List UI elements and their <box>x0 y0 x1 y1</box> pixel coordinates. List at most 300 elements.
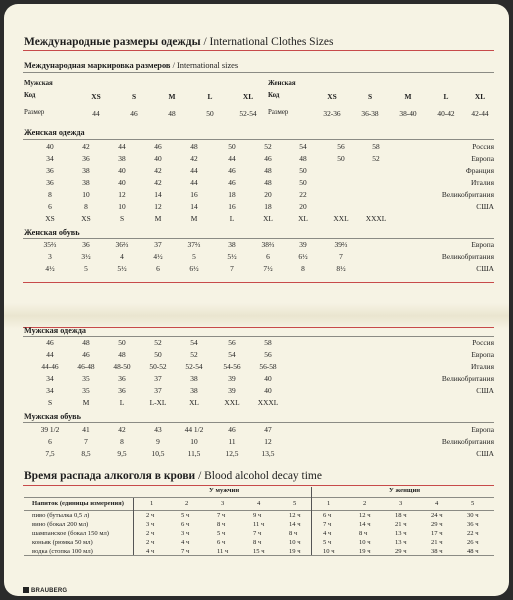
cell: 12,5 <box>225 449 239 458</box>
drink-header: Напиток (единицы измерения) <box>32 500 124 507</box>
cell: 42-44 <box>471 109 489 118</box>
cell: 39 1/2 <box>40 425 60 434</box>
cell: 38 <box>190 386 198 395</box>
cell: 8½ <box>336 264 346 273</box>
cell: 7 <box>230 264 234 273</box>
cell: 12 <box>118 190 126 199</box>
cell: 6 <box>48 202 52 211</box>
alcohol-bottom-rule <box>24 555 494 556</box>
male-label: Мужская <box>24 80 53 87</box>
country-label: Великобритания <box>441 190 494 199</box>
cell: 48 <box>264 166 272 175</box>
cell: 42 <box>154 166 162 175</box>
cell: 54 <box>228 350 236 359</box>
cell: 6 <box>156 264 160 273</box>
cell: 34 <box>46 386 54 395</box>
cell: 40 <box>46 142 54 151</box>
cell: 8,5 <box>81 449 91 458</box>
country-label: Европа <box>471 240 494 249</box>
cell: 56 <box>228 338 236 347</box>
cell: M <box>404 92 412 101</box>
cell: 14 <box>190 202 198 211</box>
cell: XL <box>298 214 308 223</box>
country-label: Великобритания <box>441 437 494 446</box>
cell: 52 <box>190 350 198 359</box>
cell: L <box>443 92 449 101</box>
cell: M <box>168 92 176 101</box>
cell: 6 <box>266 252 270 261</box>
cell: 38-40 <box>399 109 417 118</box>
decay-time: 11 ч <box>253 521 265 528</box>
cell: 38 <box>190 374 198 383</box>
decay-time: 8 ч <box>253 539 262 546</box>
cell: 41 <box>82 425 90 434</box>
cell: 48 <box>168 109 176 118</box>
drink-name: коньяк (рюмка 50 мл) <box>32 539 93 546</box>
cell: 44 <box>228 154 236 163</box>
cell: 40-42 <box>437 109 455 118</box>
cell: 48-50 <box>113 362 131 371</box>
cell: 44 1/2 <box>184 425 204 434</box>
cell: 7 <box>84 437 88 446</box>
decay-time: 7 ч <box>323 521 332 528</box>
women-shoes-title: Женская обувь <box>24 228 80 237</box>
decay-time: 29 ч <box>431 521 443 528</box>
bottom-rule-1 <box>23 282 494 283</box>
country-label: США <box>476 386 494 395</box>
cell: 7,5 <box>45 449 55 458</box>
female-size-label: Размер <box>268 109 289 116</box>
column-number: 5 <box>471 500 475 507</box>
cell: 18 <box>228 190 236 199</box>
cell: 44 <box>46 350 54 359</box>
cell: 47 <box>264 425 272 434</box>
cell: 44 <box>118 142 126 151</box>
cell: 40 <box>264 374 272 383</box>
decay-time: 4 ч <box>146 548 155 555</box>
cell: 8 <box>48 190 52 199</box>
cell: 9,5 <box>117 449 127 458</box>
cell: 7 <box>339 252 343 261</box>
cell: 12 <box>154 202 162 211</box>
cell: 10,5 <box>151 449 165 458</box>
cell: XS <box>327 92 337 101</box>
female-code-label: Код <box>268 92 280 99</box>
table-row <box>4 449 509 460</box>
cell: 10 <box>82 190 90 199</box>
cell: 36 <box>82 154 90 163</box>
country-label: Россия <box>472 338 494 347</box>
cell: 48 <box>264 178 272 187</box>
country-label: США <box>476 449 494 458</box>
cell: 42 <box>118 425 126 434</box>
decay-time: 48 ч <box>467 548 479 555</box>
cell: 38 <box>118 154 126 163</box>
table-row <box>4 214 509 225</box>
column-number: 5 <box>293 500 297 507</box>
sizes-reference-page <box>4 4 509 596</box>
table-row <box>4 154 509 165</box>
cell: 46 <box>154 142 162 151</box>
cell: XS <box>91 92 101 101</box>
column-number: 4 <box>435 500 439 507</box>
cell: 5½ <box>117 264 127 273</box>
decay-time: 38 ч <box>431 548 443 555</box>
cell: XL <box>263 214 273 223</box>
cell: 44 <box>190 178 198 187</box>
cell: 10 <box>190 437 198 446</box>
cell: 54-56 <box>223 362 241 371</box>
cell: 52-54 <box>185 362 203 371</box>
female-codes-row <box>4 92 509 103</box>
decay-time: 2 ч <box>146 530 155 537</box>
alcohol-title: Время распада алкоголя в крови / Blood alcohol decay time <box>24 470 322 482</box>
cell: 6 <box>48 437 52 446</box>
cell: 3 <box>48 252 52 261</box>
column-number: 3 <box>221 500 225 507</box>
cell: 6½ <box>298 252 308 261</box>
table-row <box>4 202 509 213</box>
drink-name: водка (стопка 100 мл) <box>32 548 93 555</box>
cell: 20 <box>299 202 307 211</box>
decay-time: 10 ч <box>289 539 301 546</box>
alcohol-title-rule <box>23 485 494 486</box>
country-label: Великобритания <box>441 374 494 383</box>
decay-time: 13 ч <box>395 530 407 537</box>
country-label: Европа <box>471 350 494 359</box>
decay-time: 18 ч <box>395 512 407 519</box>
cell: 46 <box>82 350 90 359</box>
men-clothes-title: Мужская одежда <box>24 326 86 335</box>
cell: 36⅔ <box>115 240 129 249</box>
decay-time: 5 ч <box>217 530 226 537</box>
decay-time: 13 ч <box>395 539 407 546</box>
cell: 50 <box>206 109 214 118</box>
cell: 46 <box>228 166 236 175</box>
cell: 8 <box>301 264 305 273</box>
decay-time: 17 ч <box>431 530 443 537</box>
cell: 3½ <box>81 252 91 261</box>
men-group-label: У мужчин <box>209 487 240 494</box>
cell: 36 <box>46 178 54 187</box>
cell: 42 <box>154 178 162 187</box>
cell: 50 <box>299 178 307 187</box>
table-row <box>4 386 509 397</box>
table-row <box>4 338 509 349</box>
page-title: Международные размеры одежды / International Clothes Sizes <box>24 36 334 48</box>
column-number: 1 <box>327 500 331 507</box>
decay-time: 7 ч <box>181 548 190 555</box>
cell: 4 <box>120 252 124 261</box>
cell: 5½ <box>227 252 237 261</box>
cell: L-XL <box>149 398 167 407</box>
column-number: 2 <box>363 500 367 507</box>
column-number: 2 <box>185 500 189 507</box>
cell: 56-58 <box>259 362 277 371</box>
country-label: Европа <box>471 154 494 163</box>
cell: 42 <box>82 142 90 151</box>
table-row <box>4 362 509 373</box>
cell: 36 <box>118 374 126 383</box>
cell: XXL <box>333 214 349 223</box>
cell: XS <box>81 214 91 223</box>
country-label: Франция <box>465 166 494 175</box>
drink-name: шампанское (бокал 150 мл) <box>32 530 109 537</box>
country-label: США <box>476 264 494 273</box>
title-rule <box>23 50 494 51</box>
table-row <box>4 178 509 189</box>
cell: 42 <box>190 154 198 163</box>
male-code-label: Код <box>24 92 36 99</box>
cell: 44-46 <box>41 362 59 371</box>
cell: 38 <box>228 240 236 249</box>
table-row <box>4 425 509 436</box>
cell: 48 <box>118 350 126 359</box>
cell: 46 <box>130 109 138 118</box>
decay-time: 9 ч <box>253 512 262 519</box>
table-row <box>4 166 509 177</box>
country-label: Италия <box>470 178 494 187</box>
decay-time: 10 ч <box>323 548 335 555</box>
intl-sizes-heading: Международная маркировка размеров / International sizes <box>24 61 239 70</box>
cell: 36 <box>46 166 54 175</box>
brand-logo: BRAUBERG <box>23 587 67 594</box>
cell: 50-52 <box>149 362 167 371</box>
cell: 50 <box>337 154 345 163</box>
decay-time: 2 ч <box>146 539 155 546</box>
column-number: 1 <box>150 500 154 507</box>
alcohol-vline-groups <box>311 487 312 555</box>
cell: 13,5 <box>261 449 275 458</box>
decay-time: 3 ч <box>181 530 190 537</box>
cell: 9 <box>156 437 160 446</box>
women-clothes-title: Женская одежда <box>24 128 85 137</box>
alcohol-header-rule <box>24 510 494 511</box>
cell: S <box>119 214 125 223</box>
cell: XL <box>474 92 486 101</box>
cell: 40 <box>118 178 126 187</box>
cell: 58 <box>372 142 380 151</box>
cell: 50 <box>299 166 307 175</box>
decay-time: 8 ч <box>359 530 368 537</box>
cell: 36-38 <box>361 109 379 118</box>
decay-time: 12 ч <box>289 512 301 519</box>
cell: 36 <box>118 386 126 395</box>
table-row <box>4 142 509 153</box>
cell: 14 <box>154 190 162 199</box>
cell: 37 <box>154 386 162 395</box>
country-label: Великобритания <box>441 252 494 261</box>
intl-rule <box>23 72 494 73</box>
women-group-label: У женщин <box>389 487 421 494</box>
table-row <box>4 252 509 263</box>
top-rule-2 <box>23 327 494 328</box>
cell: S <box>367 92 373 101</box>
alcohol-group-rule <box>24 497 494 498</box>
cell: 37 <box>154 240 162 249</box>
decay-time: 5 ч <box>323 539 332 546</box>
cell: 37 <box>154 374 162 383</box>
column-number: 4 <box>257 500 261 507</box>
cell: 43 <box>154 425 162 434</box>
men-shoes-title: Мужская обувь <box>24 412 81 421</box>
cell: 35 <box>82 386 90 395</box>
cell: 52-54 <box>239 109 257 118</box>
cell: 4½ <box>153 252 163 261</box>
cell: 7½ <box>263 264 273 273</box>
decay-time: 14 ч <box>359 521 371 528</box>
cell: 54 <box>190 338 198 347</box>
cell: 35⅔ <box>43 240 57 249</box>
cell: 16 <box>228 202 236 211</box>
cell: L <box>119 398 125 407</box>
cell: 37⅔ <box>187 240 201 249</box>
cell: 5 <box>192 252 196 261</box>
cell: M <box>154 214 162 223</box>
female-sizes-row <box>4 109 509 120</box>
decay-time: 8 ч <box>217 521 226 528</box>
cell: 35 <box>82 374 90 383</box>
cell: 54 <box>299 142 307 151</box>
cell: 39⅔ <box>334 240 348 249</box>
alcohol-vline-names <box>133 498 134 555</box>
decay-time: 21 ч <box>431 539 443 546</box>
cell: 48 <box>82 338 90 347</box>
cell: S <box>131 92 137 101</box>
decay-time: 19 ч <box>289 548 301 555</box>
cell: 44 <box>92 109 100 118</box>
cell: 58 <box>264 338 272 347</box>
cell: 50 <box>228 142 236 151</box>
cell: 39 <box>299 240 307 249</box>
cell: S <box>47 398 53 407</box>
cell: 5 <box>84 264 88 273</box>
cell: 20 <box>264 190 272 199</box>
men-clothes-rule <box>23 336 494 337</box>
decay-time: 26 ч <box>467 539 479 546</box>
cell: 16 <box>190 190 198 199</box>
decay-time: 4 ч <box>181 539 190 546</box>
cell: 34 <box>46 154 54 163</box>
female-label: Женская <box>268 80 296 87</box>
cell: 46-48 <box>77 362 95 371</box>
cell: 34 <box>46 374 54 383</box>
country-label: Россия <box>472 142 494 151</box>
cell: 38 <box>82 178 90 187</box>
cell: 40 <box>154 154 162 163</box>
cell: 48 <box>299 154 307 163</box>
country-label: Италия <box>470 362 494 371</box>
decay-time: 10 ч <box>359 539 371 546</box>
cell: 46 <box>228 178 236 187</box>
cell: XL <box>189 398 199 407</box>
cell: 6½ <box>189 264 199 273</box>
table-row <box>4 264 509 275</box>
cell: 39 <box>228 374 236 383</box>
cell: 52 <box>372 154 380 163</box>
decay-time: 7 ч <box>217 512 226 519</box>
decay-time: 29 ч <box>395 548 407 555</box>
table-row <box>4 398 509 409</box>
cell: 46 <box>46 338 54 347</box>
decay-time: 21 ч <box>395 521 407 528</box>
cell: 11,5 <box>187 449 201 458</box>
table-row <box>4 240 509 251</box>
cell: 8 <box>120 437 124 446</box>
cell: 22 <box>299 190 307 199</box>
cell: 50 <box>154 350 162 359</box>
decay-time: 6 ч <box>181 521 190 528</box>
cell: XS <box>45 214 55 223</box>
cell: L <box>229 214 235 223</box>
decay-time: 14 ч <box>289 521 301 528</box>
cell: 10 <box>118 202 126 211</box>
drink-name: вино (бокал 200 мл) <box>32 521 89 528</box>
cell: M <box>190 214 198 223</box>
cell: 11 <box>228 437 236 446</box>
table-row <box>4 190 509 201</box>
cell: 32-36 <box>323 109 341 118</box>
country-label: США <box>476 202 494 211</box>
cell: 39 <box>228 386 236 395</box>
decay-time: 30 ч <box>467 512 479 519</box>
cell: 38 <box>82 166 90 175</box>
cell: 40 <box>118 166 126 175</box>
male-size-label: Размер <box>24 109 45 116</box>
cell: 4½ <box>45 264 55 273</box>
cell: 38⅔ <box>261 240 275 249</box>
decay-time: 15 ч <box>253 548 265 555</box>
cell: 36 <box>82 240 90 249</box>
cell: 18 <box>264 202 272 211</box>
men-shoes-rule <box>23 422 494 423</box>
women-shoes-rule <box>23 238 494 239</box>
brand-square-icon <box>23 587 29 593</box>
cell: XL <box>242 92 254 101</box>
decay-time: 7 ч <box>253 530 262 537</box>
cell: 40 <box>264 386 272 395</box>
cell: 48 <box>190 142 198 151</box>
cell: 52 <box>264 142 272 151</box>
drink-name: пиво (бутылка 0,5 л) <box>32 512 90 519</box>
decay-time: 36 ч <box>467 521 479 528</box>
table-row <box>4 374 509 385</box>
cell: 52 <box>154 338 162 347</box>
cell: XXL <box>224 398 240 407</box>
decay-time: 6 ч <box>217 539 226 546</box>
table-row <box>4 437 509 448</box>
country-label: Европа <box>471 425 494 434</box>
column-number: 3 <box>399 500 403 507</box>
decay-time: 12 ч <box>359 512 371 519</box>
decay-time: 19 ч <box>359 548 371 555</box>
decay-time: 11 ч <box>217 548 229 555</box>
decay-time: 5 ч <box>181 512 190 519</box>
cell: 44 <box>190 166 198 175</box>
cell: 56 <box>337 142 345 151</box>
cell: 12 <box>264 437 272 446</box>
decay-time: 2 ч <box>146 512 155 519</box>
decay-time: 3 ч <box>146 521 155 528</box>
decay-time: 24 ч <box>431 512 443 519</box>
table-row <box>4 350 509 361</box>
cell: 56 <box>264 350 272 359</box>
cell: M <box>82 398 90 407</box>
cell: XXXL <box>257 398 279 407</box>
decay-time: 8 ч <box>289 530 298 537</box>
cell: XXXL <box>365 214 387 223</box>
cell: L <box>207 92 213 101</box>
